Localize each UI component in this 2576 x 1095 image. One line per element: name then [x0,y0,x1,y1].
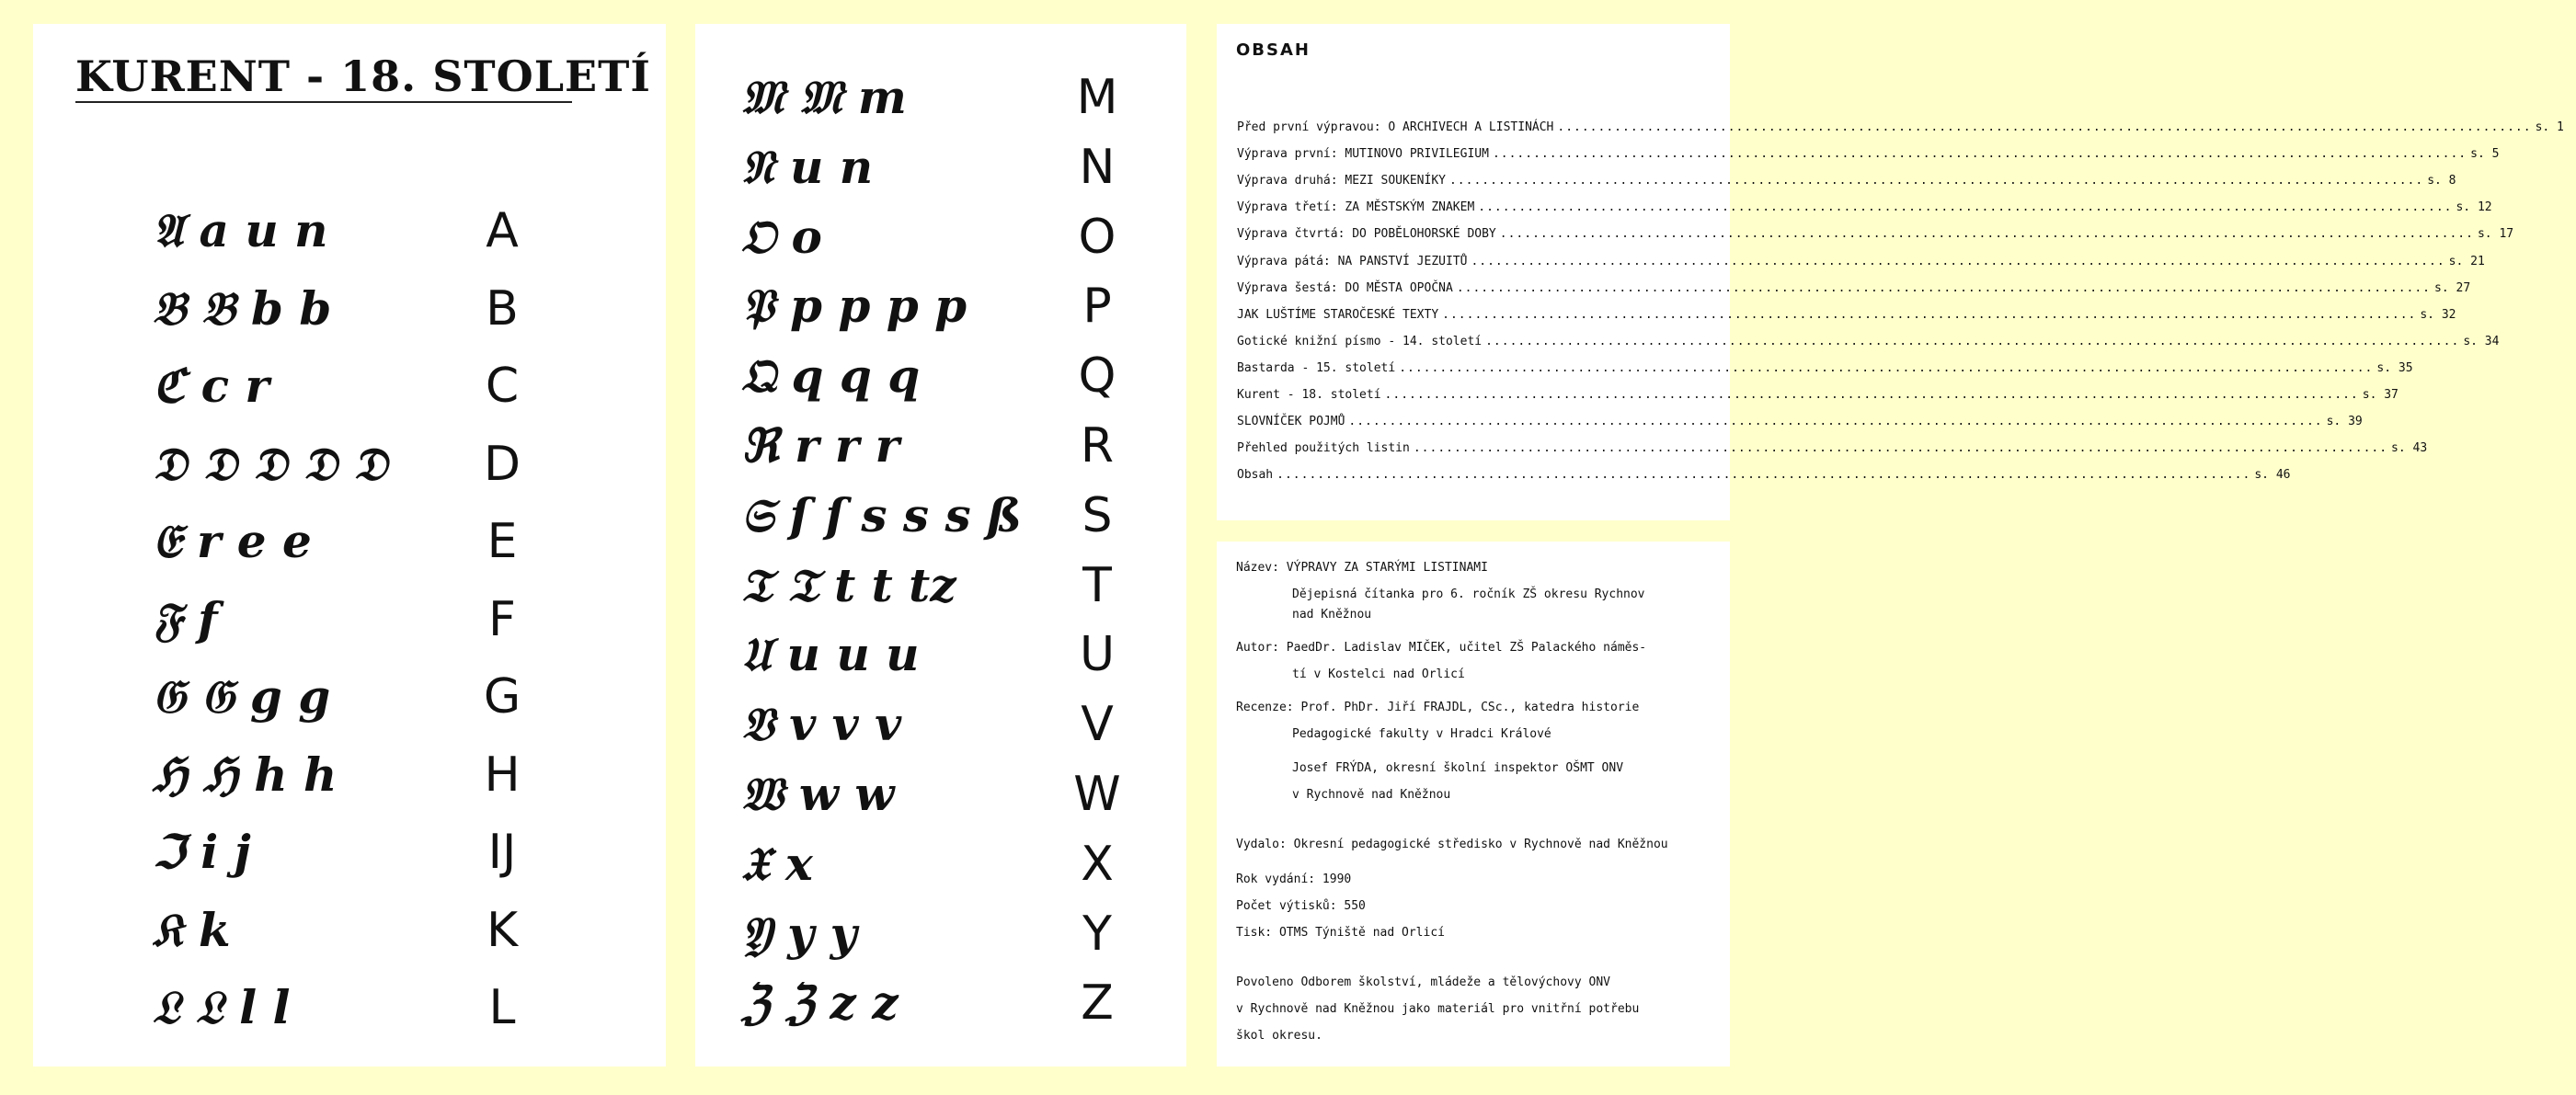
toc-entry-title: Výprava první: MUTINOVO PRIVILEGIUM [1237,147,1489,162]
alphabet-row [695,971,1186,1035]
kurent-script-sample: 𝔇 𝔇 𝔇 𝔇 𝔇 [153,436,388,491]
table-of-contents-page [1217,24,2564,520]
toc-leader-dots: ........................................................................................................................ [1485,334,2460,348]
latin-letter: C [485,359,520,414]
imprint-author: Autor: PaedDr. Ladislav MIČEK, učitel ZŠ Palackého náměs- [1236,641,1647,655]
latin-letter: T [1082,557,1112,613]
kurent-script-sample: 𝔄 a u n [153,203,328,257]
latin-letter: L [488,980,516,1035]
latin-letter: X [1081,836,1114,892]
kurent-script-sample: ℭ c r [153,359,269,413]
latin-letter: Y [1082,906,1112,962]
alphabet-row [33,432,666,496]
kurent-script-sample: 𝔓 p p p p [741,279,967,334]
alphabet-row [33,587,666,652]
imprint-publisher: Vydalo: Okresní pedagogické středisko v Rychnově nad Kněžnou [1236,838,1668,851]
toc-entry [1237,275,2471,302]
toc-leader-dots: ........................................................................................................................ [1384,387,2359,402]
imprint-year: Rok vydání: 1990 [1236,873,1352,886]
toc-leader-dots: ........................................................................................................................ [1277,468,2251,483]
toc-entry-page: s. 39 [2326,415,2363,429]
latin-letter: IJ [487,825,517,880]
latin-letter: M [1076,70,1118,125]
toc-entry [1237,408,2363,435]
toc-leader-dots: ........................................................................................................................ [1348,415,2323,429]
alphabet-row [33,820,666,884]
toc-entry-title: Bastarda - 15. století [1237,360,1396,375]
alphabet-row [695,274,1186,338]
alphabet-row [695,553,1186,618]
latin-letter: G [483,669,521,724]
toc-leader-dots: ........................................................................................................................ [1557,120,2532,135]
toc-entry-title: SLOVNÍČEK POJMŮ [1237,415,1345,429]
toc-entry-title: Gotické knižní písmo - 14. století [1237,334,1483,348]
toc-entry-page: s. 1 [2535,120,2564,135]
toc-entry-page: s. 21 [2448,254,2485,268]
kurent-script-sample: 𝔛 x [741,836,813,891]
latin-letter: A [486,203,519,258]
imprint-subtitle-cont: nad Kněžnou [1292,608,1372,622]
toc-leader-dots: ........................................................................................................................ [1448,174,2424,188]
latin-letter: S [1082,487,1113,543]
toc-entry-page: s. 8 [2427,174,2456,188]
latin-letter: P [1082,279,1112,335]
kurent-script-sample: 𝔊 𝔊 g g [153,669,331,724]
latin-letter: V [1081,697,1114,753]
kurent-script-sample: 𝔎 k [153,902,231,957]
toc-entry-page: s. 43 [2391,441,2428,456]
toc-entry-title: JAK LUŠTÍME STAROČESKÉ TEXTY [1237,307,1439,322]
alphabet-row [33,898,666,963]
toc-entry [1237,247,2485,274]
toc-entry [1237,302,2456,328]
alphabet-page-m-z [695,24,1186,1066]
latin-letter: F [488,591,516,647]
page-title: KURENT - 18. STOLETÍ [75,51,651,101]
alphabet-row [695,832,1186,896]
toc-entry [1237,167,2456,194]
alphabet-row [33,975,666,1040]
title-underline [75,101,572,103]
toc-entry-page: s. 32 [2420,307,2456,322]
imprint-printer: Tisk: OTMS Týniště nad Orlicí [1236,926,1445,940]
latin-letter: B [486,280,519,336]
kurent-script-sample: 𝔗 𝔗 t t tz [741,557,956,612]
kurent-script-sample: 𝔒 o [741,209,822,264]
toc-leader-dots: ........................................................................................................................ [1442,307,2417,322]
alphabet-row [33,277,666,341]
toc-entry [1237,435,2428,462]
alphabet-row [33,509,666,574]
toc-entry-page: s. 46 [2254,468,2291,483]
latin-letter: D [483,436,521,492]
alphabet-row [33,199,666,263]
alphabet-row [695,622,1186,687]
kurent-script-sample: 𝔉 f [153,591,218,646]
toc-entry-page: s. 5 [2470,147,2500,162]
alphabet-page-a-l [33,24,666,1066]
imprint-reviewer-2-cont: v Rychnově nad Kněžnou [1292,788,1451,802]
toc-leader-dots: ........................................................................................................................ [1456,280,2432,295]
toc-entry [1237,355,2413,382]
toc-leader-dots: ........................................................................................................................ [1478,200,2453,215]
kurent-script-sample: ℨ ℨ z z [741,975,899,1031]
alphabet-row [695,692,1186,757]
latin-letter: E [487,514,518,569]
alphabet-row [33,743,666,807]
latin-letter: R [1080,418,1115,473]
imprint-permission: Povoleno Odborem školství, mládeže a tělovýchovy ONV [1236,975,1610,989]
alphabet-row [695,135,1186,200]
latin-letter: N [1079,139,1116,195]
toc-entry-title: Před první výpravou: O ARCHIVECH A LISTINÁCH [1237,120,1554,135]
toc-entry-title: Výprava třetí: ZA MĚSTSKÝM ZNAKEM [1237,200,1475,215]
kurent-script-sample: 𝔅 𝔅 b b [153,280,332,336]
toc-leader-dots: ........................................................................................................................ [1492,147,2467,162]
imprint-title: Název: VÝPRAVY ZA STARÝMI LISTINAMI [1236,561,1488,575]
toc-leader-dots: ........................................................................................................................ [1413,441,2388,456]
toc-entry [1237,114,2564,141]
kurent-script-sample: ℌ ℌ h h [153,747,338,802]
kurent-script-sample: 𝔖 ſ ſ s s s ß [741,487,1022,542]
kurent-script-sample: ℑ i j [153,825,251,879]
alphabet-row [695,902,1186,966]
kurent-script-sample: 𝔈 r e e [153,514,312,568]
toc-leader-dots: ........................................................................................................................ [1499,227,2474,242]
toc-entry-page: s. 12 [2456,200,2492,215]
imprint-reviewer-cont: Pedagogické fakulty v Hradci Králové [1292,727,1551,741]
kurent-script-sample: 𝔜 y y [741,906,857,961]
imprint-reviewer-2: Josef FRÝDA, okresní školní inspektor OŠMT ONV [1292,761,1624,775]
toc-entry-title: Výprava druhá: MEZI SOUKENÍKY [1237,174,1446,188]
alphabet-row [695,762,1186,827]
toc-entry-title: Výprava šestá: DO MĚSTA OPOČNA [1237,280,1453,295]
kurent-script-sample: 𝔘 u u u [741,627,920,682]
alphabet-row [695,344,1186,408]
alphabet-row [33,354,666,418]
toc-list [1237,114,2564,488]
latin-letter: O [1078,209,1116,265]
imprint-permission-cont: v Rychnově nad Kněžnou jako materiál pro vnitřní potřebu [1236,1002,1640,1016]
kurent-script-sample: 𝔐 𝔐 m [741,70,907,124]
kurent-script-sample: 𝔑 u n [741,139,874,194]
imprint-page [1217,542,1730,1066]
kurent-script-sample: 𝔔 q q q [741,348,921,404]
imprint-author-cont: tí v Kostelci nad Orlicí [1292,667,1465,681]
toc-entry [1237,462,2291,488]
imprint-reviewer: Recenze: Prof. PhDr. Jiří FRAJDL, CSc., katedra historie [1236,701,1640,714]
latin-letter: Q [1078,348,1116,405]
toc-leader-dots: ........................................................................................................................ [1399,360,2374,375]
latin-letter: U [1079,627,1116,683]
alphabet-row [33,665,666,729]
alphabet-row [695,414,1186,478]
toc-entry-page: s. 37 [2362,387,2399,402]
imprint-permission-end: škol okresu. [1236,1029,1322,1043]
toc-entry-title: Přehled použitých listin [1237,441,1410,456]
kurent-script-sample: 𝔙 v v v [741,697,902,752]
toc-entry-title: Výprava čtvrtá: DO POBĚLOHORSKÉ DOBY [1237,227,1496,242]
kurent-script-sample: 𝔏 𝔏 l l [153,980,291,1034]
toc-entry [1237,194,2492,221]
toc-entry-page: s. 27 [2434,280,2471,295]
toc-entry-title: Výprava pátá: NA PANSTVÍ JEZUITŮ [1237,254,1468,268]
alphabet-row [695,205,1186,269]
toc-entry [1237,382,2399,408]
toc-entry [1237,221,2514,247]
kurent-script-sample: 𝔚 w w [741,767,895,821]
toc-heading: OBSAH [1236,40,1311,60]
alphabet-row [695,484,1186,548]
alphabet-row [695,65,1186,130]
toc-entry-title: Kurent - 18. století [1237,387,1381,402]
toc-entry-title: Obsah [1237,468,1274,483]
toc-entry [1237,141,2500,167]
imprint-subtitle: Dějepisná čítanka pro 6. ročník ZŠ okresu Rychnov [1292,587,1645,601]
kurent-script-sample: ℜ r r r [741,418,899,473]
toc-entry-page: s. 35 [2376,360,2413,375]
latin-letter: Z [1081,975,1114,1032]
imprint-copies: Počet výtisků: 550 [1236,899,1366,913]
latin-letter: H [484,747,521,803]
latin-letter: K [486,902,519,958]
latin-letter: W [1073,767,1121,822]
toc-entry-page: s. 17 [2477,227,2514,242]
toc-entry-page: s. 34 [2463,334,2500,348]
toc-entry [1237,328,2500,355]
toc-leader-dots: ........................................................................................................................ [1471,254,2445,268]
